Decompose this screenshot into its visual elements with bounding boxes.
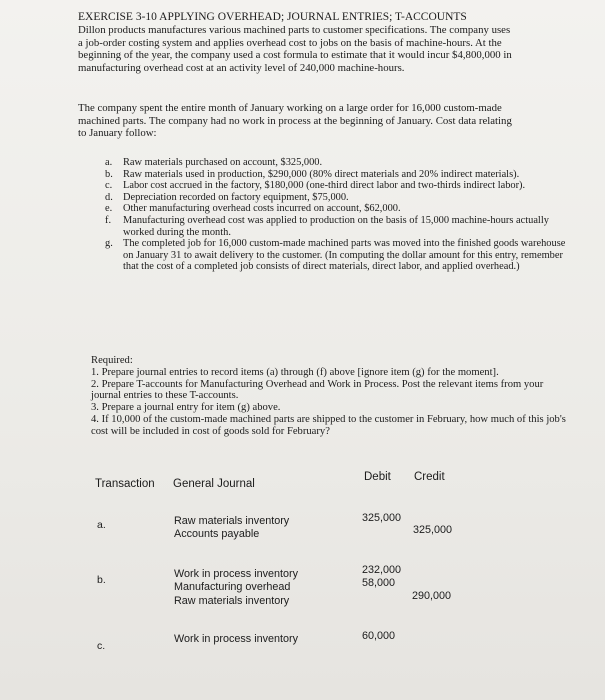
required-line: 2. Prepare T-accounts for Manufacturing Overhead and Work in Process. Post the relevant items from your journal entries to these T-accounts. — [91, 378, 544, 402]
item-text: The completed job for 16,000 custom-made machined parts was moved into the finished goods warehouse on January 31 to await delivery to the customer. (In computing the dollar amount for this entry, remember that the cost of a completed job consists of direct materials, direct labor, and applied overhead.) — [123, 238, 566, 273]
debit-account: Manufacturing overhead — [174, 581, 291, 594]
transaction-label-a: a. — [97, 519, 106, 531]
item-letter: e. — [105, 203, 113, 215]
transaction-label-b: b. — [97, 574, 106, 586]
list-item — [101, 157, 571, 169]
transaction-header: Transaction — [95, 478, 155, 490]
item-text: Labor cost accrued in the factory, $180,000 (one-third direct labor and two-thirds indirect labor). — [123, 180, 526, 192]
debit-amount: 58,000 — [362, 577, 396, 590]
debit-amounts — [362, 564, 401, 591]
required-line: 1. Prepare journal entries to record items (a) through (f) above [ignore item (g) for the moment]. — [91, 366, 499, 378]
credit-account: Raw materials inventory — [174, 594, 290, 607]
list-item — [101, 192, 571, 204]
debit-amount: 232,000 — [362, 564, 402, 576]
intro-paragraph — [78, 24, 568, 74]
exercise-title: EXERCISE 3-10 APPLYING OVERHEAD; JOURNAL ENTRIES; T-ACCOUNTS — [78, 11, 467, 23]
item-text: Other manufacturing overhead costs incurred on account, $62,000. — [123, 203, 401, 215]
required-line: 4. If 10,000 of the custom-made machined parts are shipped to the customer in February, how much of this job's cost will be included in cost of goods sold for February? — [91, 413, 566, 437]
debit-account: Raw materials inventory — [174, 515, 290, 527]
credit-amount: 290,000 — [412, 590, 452, 602]
item-letter: d. — [105, 191, 113, 203]
intro-line: manufacturing overhead cost at an activity level of 240,000 machine-hours. — [78, 61, 405, 74]
debit-amount: 325,000 — [362, 512, 402, 524]
journal-entry-b-accounts — [174, 568, 298, 608]
item-letter: f. — [105, 214, 112, 226]
list-item — [101, 203, 571, 215]
item-text: Raw materials purchased on account, $325,000. — [123, 157, 323, 168]
debit-header: Debit — [364, 471, 391, 483]
item-text: Raw materials used in production, $290,000 (80% direct materials and 20% indirect materials). — [123, 168, 520, 180]
debit-account: Work in process inventory — [174, 568, 299, 580]
credit-amount: 325,000 — [413, 524, 453, 536]
item-letter: g. — [105, 238, 113, 250]
transaction-label-c: c. — [97, 640, 106, 652]
item-letter: c. — [105, 180, 113, 192]
credit-account: Accounts payable — [174, 528, 260, 541]
intro-line: beginning of the year, the company used a cost formula to estimate that it would incur $4,800,000 in — [78, 49, 512, 62]
general-journal-header: General Journal — [173, 478, 255, 490]
intro-line: a job-order costing system and applies overhead cost to jobs on the basis of machine-hours. At the — [78, 36, 502, 49]
context-line: The company spent the entire month of January working on a large order for 16,000 custom-made — [78, 102, 502, 114]
intro-line: Dillon products manufactures various machined parts to customer specifications. The company uses — [78, 24, 511, 36]
item-text: Manufacturing overhead cost was applied to production on the basis of 15,000 machine-hours actually worked during the month. — [123, 214, 549, 238]
list-item — [101, 180, 571, 192]
item-letter: b. — [105, 168, 113, 180]
item-text: Depreciation recorded on factory equipment, $75,000. — [123, 191, 349, 203]
list-item — [101, 215, 571, 238]
credit-header: Credit — [414, 471, 445, 483]
context-line: to January follow: — [78, 127, 157, 140]
required-section — [91, 355, 571, 438]
debit-amount: 60,000 — [362, 630, 396, 642]
cost-data-list — [101, 157, 571, 273]
list-item — [101, 238, 571, 273]
journal-entry-a-accounts — [174, 515, 289, 542]
journal-entry-c-accounts — [174, 633, 298, 646]
required-heading: Required: — [91, 355, 133, 366]
debit-account: Work in process inventory — [174, 633, 299, 645]
list-item — [101, 169, 571, 181]
context-paragraph — [78, 102, 568, 140]
required-line: 3. Prepare a journal entry for item (g) above. — [91, 402, 281, 414]
context-line: machined parts. The company had no work in process at the beginning of January. Cost data relating — [78, 114, 512, 127]
item-letter: a. — [105, 157, 113, 168]
